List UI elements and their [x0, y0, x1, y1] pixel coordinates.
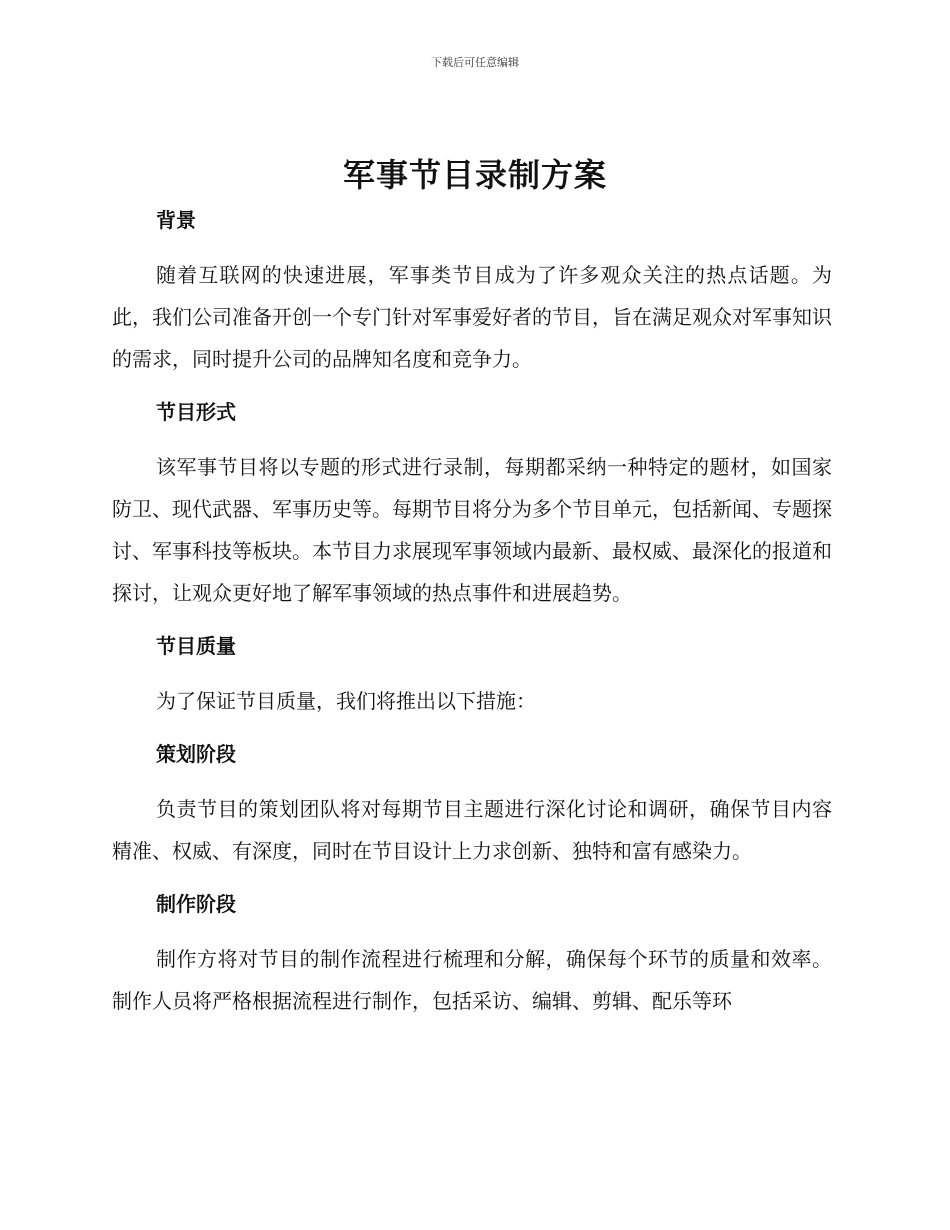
section-heading-background: 背景: [156, 208, 196, 232]
section-paragraph-quality: 为了保证节目质量，我们将推出以下措施：: [156, 689, 536, 713]
document-body: [112, 200, 832, 1022]
section-paragraph-planning: 负责节目的策划团队将对每期节目主题进行深化讨论和调研，确保节目内容精准、权威、有深度，同时在节目设计上力求创新、独特和富有感染力。: [112, 797, 832, 863]
header-note: 下载后可任意编辑: [431, 56, 519, 69]
section-paragraph-format: 该军事节目将以专题的形式进行录制，每期都采纳一种特定的题材，如国家防卫、现代武器、军事历史等。每期节目将分为多个节目单元，包括新闻、专题探讨、军事科技等板块。本节目力求展现军事领域内最新、最权威、最深化的报道和探讨，让观众更好地了解军事领域的热点事件和进展趋势。: [112, 455, 832, 605]
section-heading-planning: 策划阶段: [156, 742, 236, 766]
section-heading-production: 制作阶段: [156, 892, 236, 916]
section-paragraph-background: 随着互联网的快速进展，军事类节目成为了许多观众关注的热点话题。为此，我们公司准备开创一个专门针对军事爱好者的节目，旨在满足观众对军事知识的需求，同时提升公司的品牌知名度和竞争力。: [112, 263, 832, 371]
section-heading-format: 节目形式: [156, 400, 236, 424]
section-heading-quality: 节目质量: [156, 634, 236, 658]
document-title: 军事节目录制方案: [342, 156, 607, 194]
section-paragraph-production: 制作方将对节目的制作流程进行梳理和分解，确保每个环节的质量和效率。制作人员将严格根据流程进行制作，包括采访、编辑、剪辑、配乐等环: [112, 947, 832, 1013]
